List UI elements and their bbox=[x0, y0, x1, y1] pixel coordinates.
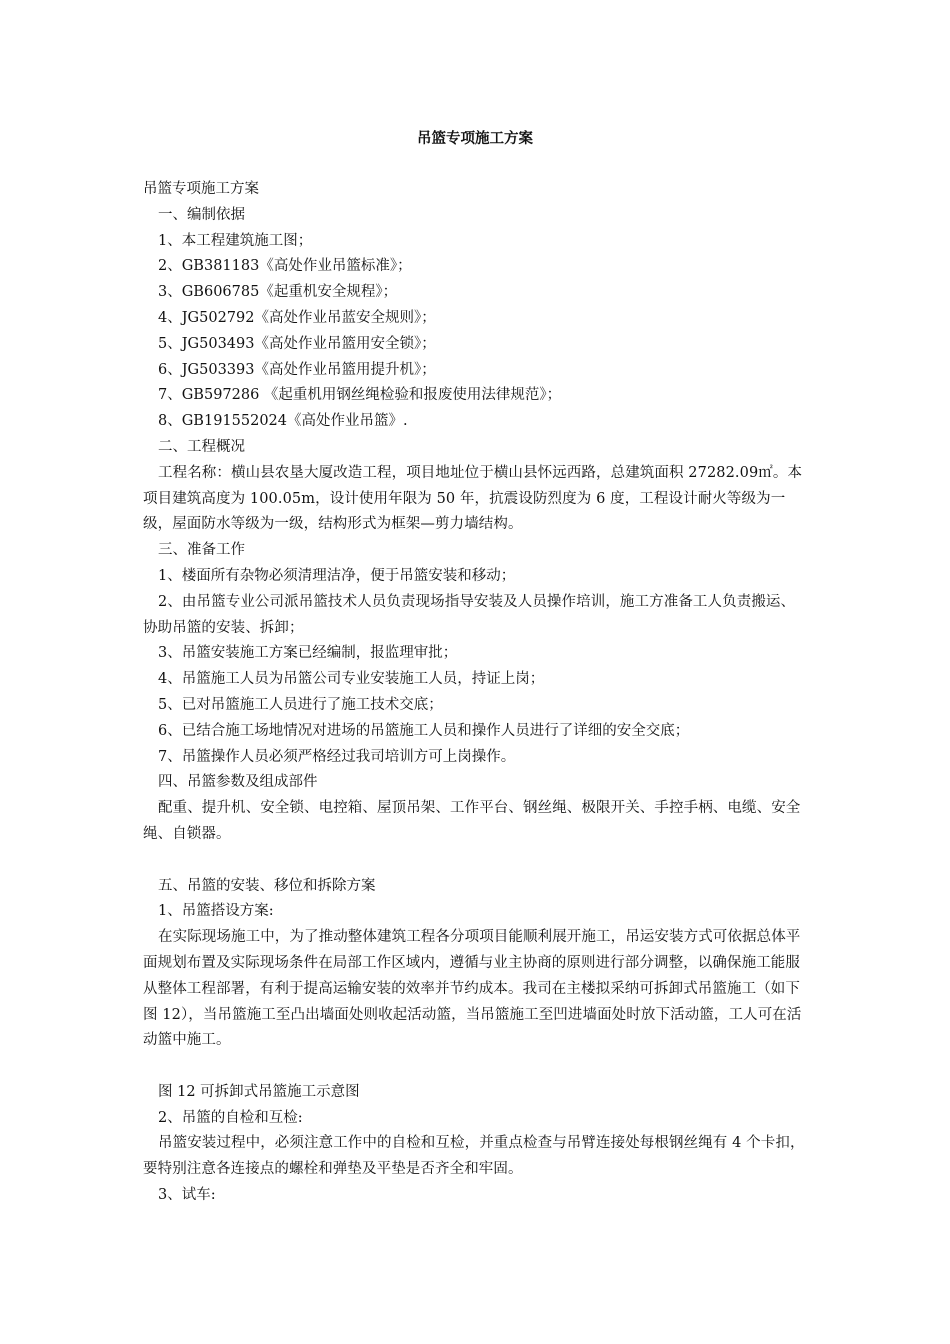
section-heading-3: 三、准备工作 bbox=[158, 542, 245, 559]
list-item: 7、吊篮操作人员必须严格经过我司培训方可上岗操作。 bbox=[158, 748, 516, 765]
section-heading-4: 四、吊篮参数及组成部件 bbox=[158, 774, 318, 791]
paragraph-project-overview: 工程名称：横山县农垦大厦改造工程，项目地址位于横山县怀远西路，总建筑面积 27282.09㎡。本项目建筑高度为 100.05m，设计使用年限为 50 年，抗震设防烈度为 6 度，工程设计耐火等级为一级，屋面防水等级为一级，结构形式为框架—剪力墙结构。 bbox=[143, 464, 803, 533]
list-item: 2、GB381183《高处作业吊篮标准》； bbox=[158, 258, 412, 275]
document-title: 吊篮专项施工方案 bbox=[417, 130, 533, 147]
paragraph-self-check: 吊篮安装过程中，必须注意工作中的自检和互检，并重点检查与吊臂连接处每根钢丝绳有 4 个卡扣，要特别注意各连接点的螺栓和弹垫及平垫是否齐全和牢固。 bbox=[143, 1135, 805, 1178]
paragraph-components: 配重、提升机、安全锁、电控箱、屋顶吊架、工作平台、钢丝绳、极限开关、手控手柄、电缆、安全绳、自锁器。 bbox=[143, 800, 801, 842]
subsection-heading: 3、试车: bbox=[158, 1187, 216, 1204]
blank-line bbox=[143, 1054, 806, 1080]
blank-line bbox=[143, 848, 806, 874]
list-item: 6、已结合施工场地情况对进场的吊篮施工人员和操作人员进行了详细的安全交底； bbox=[158, 722, 690, 739]
section-heading-2: 二、工程概况 bbox=[158, 438, 245, 455]
body-subtitle: 吊篮专项施工方案 bbox=[143, 181, 259, 197]
list-item: 2、由吊篮专业公司派吊篮技术人员负责现场指导安装及人员操作培训，施工方准备工人负责搬运、协助吊篮的安装、拆卸； bbox=[143, 593, 796, 636]
list-item: 5、已对吊篮施工人员进行了施工技术交底； bbox=[158, 696, 443, 713]
section-heading-1: 一、编制依据 bbox=[158, 206, 245, 223]
list-item: 1、本工程建筑施工图； bbox=[158, 232, 313, 249]
list-item: 1、楼面所有杂物必须清理洁净，便于吊篮安装和移动； bbox=[158, 567, 516, 584]
list-item: 4、JG502792《高处作业吊蓝安全规则》； bbox=[158, 309, 436, 326]
list-item: 3、吊篮安装施工方案已经编制，报监理审批； bbox=[158, 645, 458, 662]
list-item: 4、吊篮施工人员为吊篮公司专业安装施工人员，持证上岗； bbox=[158, 671, 545, 688]
list-item: 7、GB597286 《起重机用钢丝绳检验和报废使用法律规范》； bbox=[158, 387, 562, 404]
list-item: 6、JG503393《高处作业吊篮用提升机》； bbox=[158, 361, 436, 378]
subsection-heading: 1、吊篮搭设方案: bbox=[158, 903, 274, 920]
figure-caption: 图 12 可拆卸式吊篮施工示意图 bbox=[158, 1083, 360, 1100]
subsection-heading: 2、吊篮的自检和互检: bbox=[158, 1109, 303, 1126]
list-item: 3、GB606785《起重机安全规程》； bbox=[158, 284, 398, 301]
list-item: 8、GB191552024《高处作业吊篮》. bbox=[158, 413, 408, 430]
document-body bbox=[143, 177, 806, 1209]
list-item: 5、JG503493《高处作业吊篮用安全锁》； bbox=[158, 335, 436, 352]
section-heading-5: 五、吊篮的安装、移位和拆除方案 bbox=[158, 877, 376, 894]
paragraph-installation-plan: 在实际现场施工中，为了推动整体建筑工程各分项项目能顺利展开施工，吊运安装方式可依据总体平面规划布置及实际现场条件在局部工作区域内，遵循与业主协商的原则进行部分调整，以确保施工能服从整体工程部署，有利于提高运输安装的效率并节约成本。我司在主楼拟采纳可拆卸式吊篮施工（如下图 12），当吊篮施工至凸出墙面处则收起活动篮，当吊篮施工至凹进墙面处时放下活动篮，工人可在活动篮中施工。 bbox=[143, 929, 802, 1049]
